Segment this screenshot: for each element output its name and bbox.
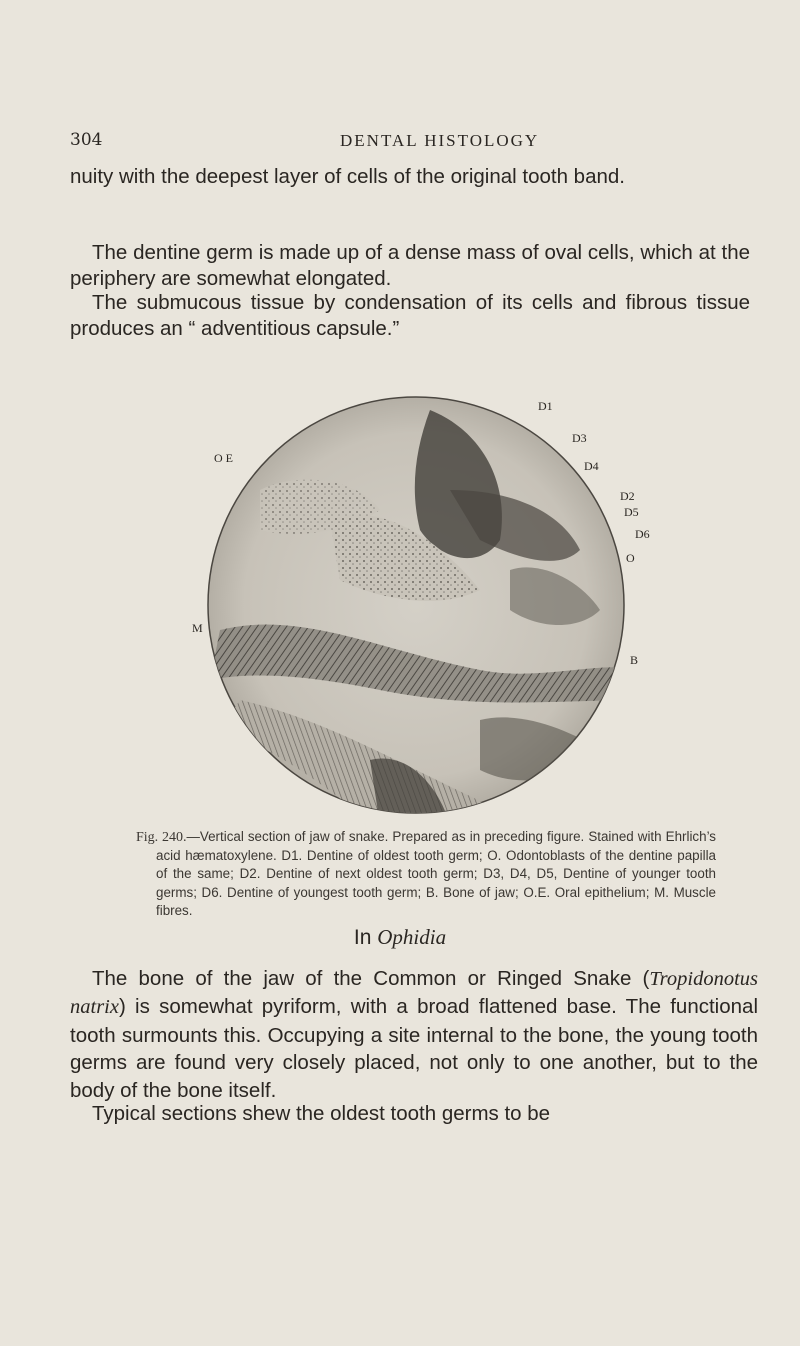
heading-italic: Ophidia <box>377 925 447 949</box>
paragraph-submucous-tissue: The submucous tissue by condensation of its cells and fibrous tissue produces an “ adventitious capsule.” <box>70 291 750 340</box>
label-muscle: M <box>192 621 203 635</box>
label-bone: B <box>630 653 639 667</box>
p1-end: ) is somewhat pyriform, with a broad flattened base. The functional tooth surmounts this. Occupying a site internal to the bone, the young tooth germs are found very closely placed, not only to one another, but to the body of the bone itself. <box>70 995 758 1102</box>
micrograph-svg <box>180 370 650 825</box>
heading-prefix: In <box>353 926 378 949</box>
label-d6: D6 <box>635 527 650 541</box>
label-d4: D4 <box>584 459 599 473</box>
label-odontoblasts: O <box>626 551 635 565</box>
figure-number: Fig. 240. <box>136 830 187 845</box>
page-number: 304 <box>70 130 103 150</box>
paragraph-snake-jaw <box>70 965 758 1104</box>
label-d2: D2 <box>620 489 635 503</box>
running-head: DENTAL HISTOLOGY <box>340 131 540 150</box>
page-header <box>70 130 740 160</box>
caption-text: —Vertical section of jaw of snake. Prepared as in preceding figure. Stained with Ehrlich’s acid hæmatoxylene. D1. Dentine of oldest tooth germ; O. Odontoblasts of the dentine papilla of the same; D2. Dentine of next oldest tooth germ; D3, D4, D5, Dentine of younger tooth germs; D6. Dentine of youngest tooth germ; B. Bone of jaw; O.E. Oral epithelium; M. Muscle fibres. <box>156 829 716 918</box>
paragraph-typical-sections: Typical sections shew the oldest tooth germs to be <box>92 1102 551 1125</box>
label-oral-epithelium: O E <box>214 451 233 465</box>
p1-start: The bone of the jaw of the Common or Ringed Snake ( <box>92 967 650 990</box>
paragraph-dentine-germ: The dentine germ is made up of a dense mass of oval cells, which at the periphery are somewhat elongated. <box>70 241 750 290</box>
label-d5: D5 <box>624 505 639 519</box>
figure-caption <box>136 828 716 920</box>
species-name: Tropidonotus natrix <box>70 968 758 1019</box>
section-heading <box>0 925 800 950</box>
paragraph-continuation: nuity with the deepest layer of cells of the original tooth band. <box>70 165 625 188</box>
label-d3: D3 <box>572 431 587 445</box>
label-d1: D1 <box>538 399 553 413</box>
figure-micrograph <box>180 370 650 825</box>
